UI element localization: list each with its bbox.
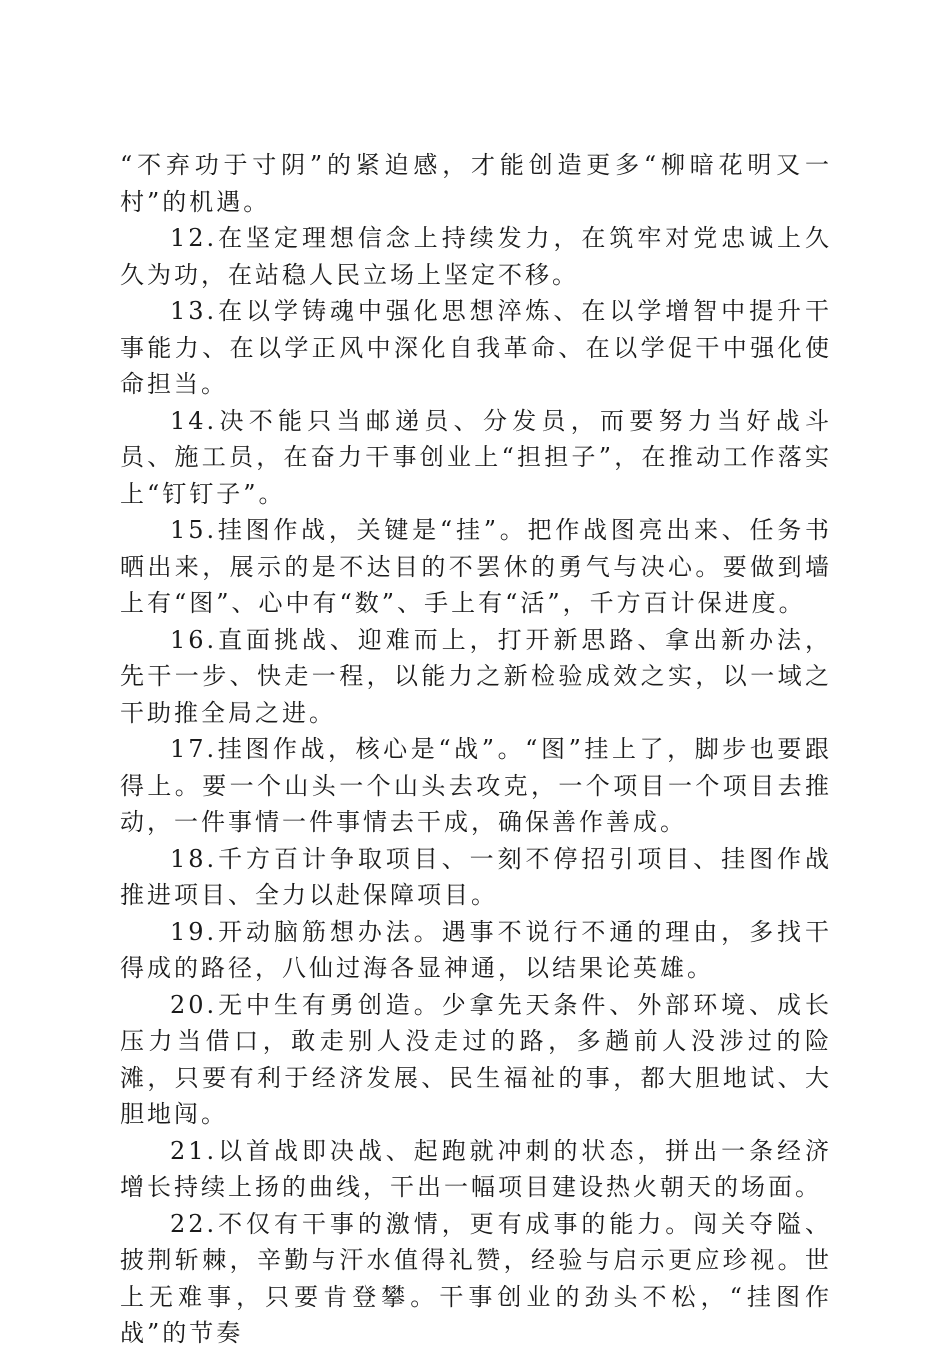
paragraph: 22.不仅有干事的激情，更有成事的能力。闯关夺隘、披荆斩棘，辛勤与汗水值得礼赞，经验与启示更应珍视。世上无难事，只要肯登攀。干事创业的劲头不松，“挂图作战”的节奏	[120, 1209, 832, 1347]
paragraph: 15.挂图作战，关键是“挂”。把作战图亮出来、任务书晒出来，展示的是不达目的不罢休的勇气与决心。要做到墙上有“图”、心中有“数”、手上有“活”，千方百计保进度。	[120, 516, 832, 617]
paragraph: 17.挂图作战，核心是“战”。“图”挂上了，脚步也要跟得上。要一个山头一个山头去攻克，一个项目一个项目去推动，一件事情一件事情去干成，确保善作善成。	[120, 735, 832, 836]
paragraph: 18.千方百计争取项目、一刻不停招引项目、挂图作战推进项目、全力以赴保障项目。	[120, 844, 832, 909]
paragraph: 14.决不能只当邮递员、分发员，而要努力当好战斗员、施工员，在奋力干事创业上“担担子”，在推动工作落实上“钉钉子”。	[120, 406, 832, 508]
paragraph: 20.无中生有勇创造。少拿先天条件、外部环境、成长压力当借口，敢走别人没走过的路，多趟前人没涉过的险滩，只要有利于经济发展、民生福祉的事，都大胆地试、大胆地闯。	[120, 990, 832, 1128]
paragraph: 16.直面挑战、迎难而上，打开新思路、拿出新办法，先干一步、快走一程，以能力之新检验成效之实，以一域之干助推全局之进。	[120, 625, 832, 727]
paragraph: 12.在坚定理想信念上持续发力，在筑牢对党忠诚上久久为功，在站稳人民立场上坚定不移。	[120, 224, 832, 289]
paragraph: 19.开动脑筋想办法。遇事不说行不通的理由，多找干得成的路径，八仙过海各显神通，以结果论英雄。	[120, 917, 832, 982]
paragraph: “不弃功于寸阴”的紧迫感，才能创造更多“柳暗花明又一村”的机遇。	[120, 151, 832, 216]
paragraph: 13.在以学铸魂中强化思想淬炼、在以学增智中提升干事能力、在以学正风中深化自我革命、在以学促干中强化使命担当。	[120, 297, 832, 398]
paragraph: 21.以首战即决战、起跑就冲刺的状态，拼出一条经济增长持续上扬的曲线，干出一幅项目建设热火朝天的场面。	[120, 1136, 832, 1201]
body-text	[120, 147, 832, 1352]
